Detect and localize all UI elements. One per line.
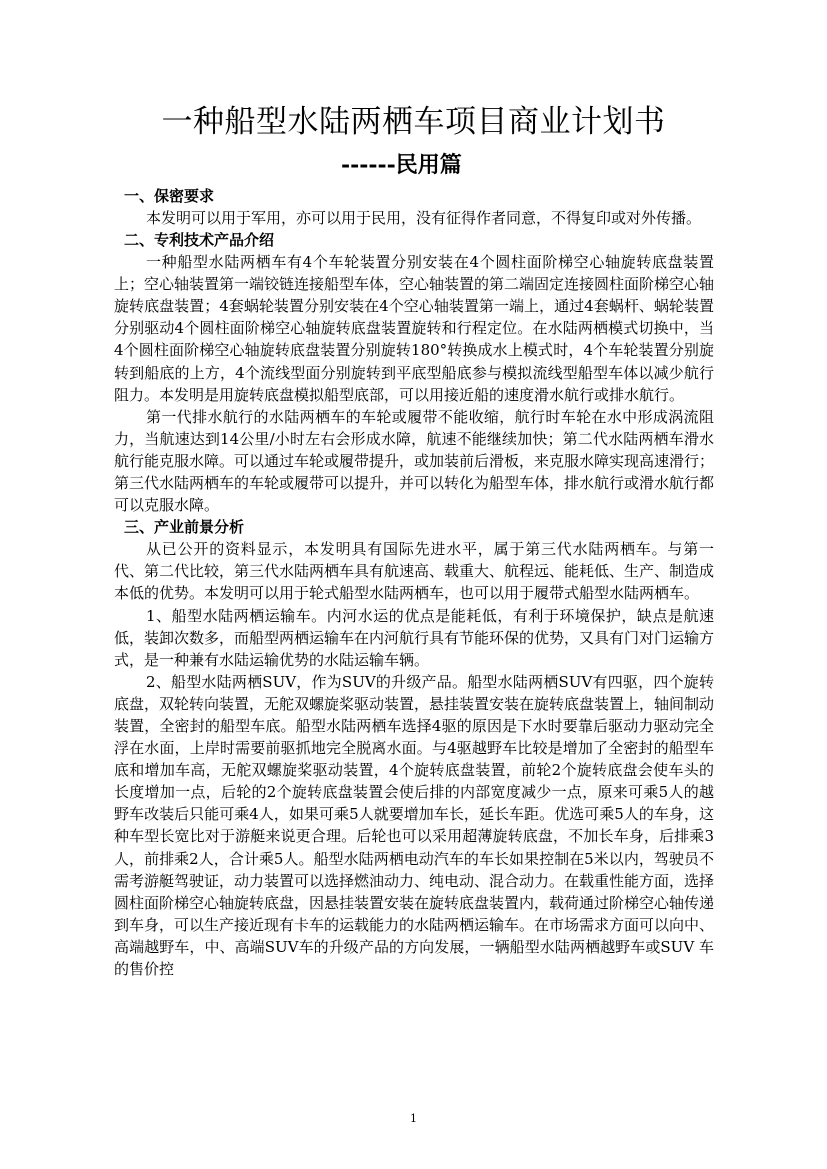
- paragraph: 2、船型水陆两栖SUV，作为SUV的升级产品。船型水陆两栖SUV有四驱，四个旋转底盘，双轮转向装置，无舵双螺旋桨驱动装置，悬挂装置安装在旋转底盘装置上，轴间制动装置，全密封的船型车底。船型水陆两栖车选择4驱的原因是下水时要靠后驱动力驱动完全浮在水面，上岸时需要前驱抓地完全脱离水面。与4驱越野车比较是增加了全密封的船型车底和增加车高，无舵双螺旋桨驱动装置，4个旋转底盘装置，前轮2个旋转底盘会使车头的长度增加一点，后轮的2个旋转底盘装置会使后排的内部宽度减少一点，原来可乘5人的越野车改装后只能可乘4人，如果可乘5人就要增加车长，延长车距。优选可乘5人的车身，这种车型长宽比对于游艇来说更合理。后轮也可以采用超薄旋转底盘，不加长车身，后排乘3人，前排乘2人，合计乘5人。船型水陆两栖电动汽车的车长如果控制在5米以内，驾驶员不需考游艇驾驶证，动力装置可以选择燃油动力、纯电动、混合动力。在载重性能方面，选择圆柱面阶梯空心轴旋转底盘，因悬挂装置安装在旋转底盘装置内，载荷通过阶梯空心轴传递到车身，可以生产接近现有卡车的运载能力的水陆两栖运输车。在市场需求方面可以向中、高端越野车，中、高端SUV车的升级产品的方向发展，一辆船型水陆两栖越野车或SUV 车的售价控: [114, 672, 715, 978]
- document-body: [114, 185, 714, 980]
- paragraph: 本发明可以用于军用，亦可以用于民用，没有征得作者同意，不得复印或对外传播。: [146, 209, 702, 227]
- document-title: 一种船型水陆两栖车项目商业计划书: [161, 104, 666, 140]
- section-heading-confidentiality: 一、保密要求: [124, 187, 215, 205]
- paragraph: 第一代排水航行的水陆两栖车的车轮或履带不能收缩，航行时车轮在水中形成涡流阻力，当航速达到14公里/小时左右会形成水障，航速不能继续加快；第二代水陆两栖车滑水航行能克服水障。可以通过车轮或履带提升，或加装前后滑板，来克服水障实现高速滑行；第三代水陆两栖车的车轮或履带可以提升，并可以转化为船型车体，排水航行或滑水航行都可以克服水障。: [114, 407, 715, 515]
- section-heading-patent-product: 二、专利技术产品介绍: [124, 231, 275, 250]
- page-number: 1: [410, 1112, 417, 1125]
- section-heading-industry-outlook: 三、产业前景分析: [124, 518, 245, 537]
- paragraph: 从已公开的资料显示，本发明具有国际先进水平，属于第三代水陆两栖车。与第一代、第二代比较，第三代水陆两栖车具有航速高、载重大、航程远、能耗低、生产、制造成本低的优势。本发明可以用于轮式船型水陆两栖车，也可以用于履带式船型水陆两栖车。: [114, 540, 715, 603]
- paragraph: 一种船型水陆两栖车有4个车轮装置分别安装在4个圆柱面阶梯空心轴旋转底盘装置上；空心轴装置第一端铰链连接船型车体，空心轴装置的第二端固定连接圆柱面阶梯空心轴旋转底盘装置；4套蜗轮装置分别安装在4个空心轴装置第一端上，通过4套蜗杆、蜗轮装置分别驱动4个圆柱面阶梯空心轴旋转底盘装置旋转和行程定位。在水陆两栖模式切换中，当4个圆柱面阶梯空心轴旋转底盘装置分别旋转180°转换成水上模式时，4个车轮装置分别旋转到船底的上方，4个流线型面分别旋转到平底型船底参与模拟流线型船型车体以减少航行阻力。本发明是用旋转底盘模拟船型底部，可以用接近船的速度滑水航行或排水航行。: [114, 253, 715, 404]
- paragraph: 1、船型水陆两栖运输车。内河水运的优点是能耗低，有利于环境保护，缺点是航速低，装卸次数多，而船型两栖运输车在内河航行具有节能环保的优势，又具有门对门运输方式，是一种兼有水陆运输优势的水陆运输车辆。: [114, 606, 715, 669]
- document-subtitle: ------民用篇: [341, 152, 462, 178]
